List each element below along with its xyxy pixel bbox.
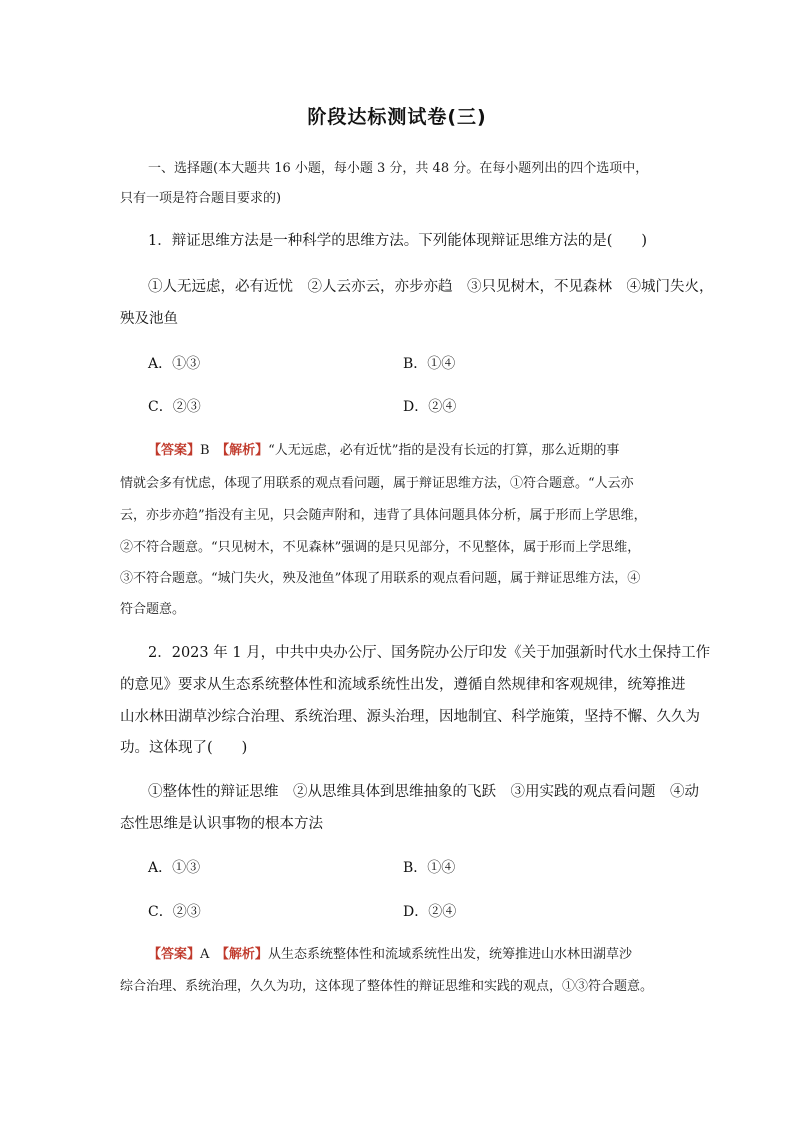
q1-answer-line [148, 441, 680, 461]
q2-answer-tag: 【答案】 [148, 947, 201, 962]
q2-answer-value: A [200, 947, 210, 962]
q2-stem-line-4: 功。这体现了( ) [120, 740, 248, 756]
q2-items-line-1: ①整体性的辩证思维 ②从思维具体到思维抽象的飞跃 ③用实践的观点看问题 ④动 [148, 784, 699, 800]
page-title: 阶段达标测试卷(三) [307, 106, 487, 128]
q1-answer-value: B [200, 443, 210, 458]
q1-analysis-line-4: ②不符合题意。“只见树木，不见森林”强调的是只见部分，不见整体，属于形而上学思维， [120, 540, 641, 555]
q1-analysis-tag: 【解析】 [222, 443, 269, 458]
q1-answer-tag: 【答案】 [148, 443, 201, 458]
q2-answer-line [148, 945, 680, 965]
q2-stem-line-2: 的意见》要求从生态系统整体性和流域系统性出发，遵循自然规律和客观规律，统筹推进 [120, 677, 686, 693]
q1-items-line-1: ①人无远虑，必有近忧 ②人云亦云，亦步亦趋 ③只见树木，不见森林 ④城门失火， [148, 279, 714, 295]
q2-analysis-tag: 【解析】 [222, 947, 268, 962]
section-instruction-line-1: 一、选择题(本大题共 16 小题，每小题 3 分，共 48 分。在每小题列出的四个选项中， [148, 161, 649, 176]
q2-option-d: D．②④ [403, 904, 457, 920]
q2-analysis-line-2: 综合治理、系统治理，久久为功，这体现了整体性的辩证思维和实践的观点，①③符合题意。 [120, 979, 654, 994]
q2-stem-line-3: 山水林田湖草沙综合治理、系统治理、源头治理，因地制宜、科学施策，坚持不懈、久久为 [120, 709, 700, 725]
q2-analysis-text-1: 从生态系统整体性和流域系统性出发，统筹推进山水林田湖草沙 [267, 947, 632, 962]
q2-option-c: C．②③ [148, 904, 201, 920]
q1-analysis-line-3: 云，亦步亦趋”指没有主见，只会随声附和，违背了具体问题具体分析，属于形而上学思维， [120, 508, 647, 523]
q2-stem-line-1: 2．2023 年 1 月，中共中央办公厅、国务院办公厅印发《关于加强新时代水土保持工作 [148, 645, 711, 661]
q1-option-a: A．①③ [148, 356, 201, 372]
q1-option-d: D．②④ [403, 399, 457, 415]
q1-stem: 1．辩证思维方法是一种科学的思维方法。下列能体现辩证思维方法的是( ) [148, 233, 648, 249]
q1-option-c: C．②③ [148, 399, 201, 415]
q1-analysis-text-1: “人无远虑，必有近忧”指的是没有长远的打算，那么近期的事 [268, 443, 620, 458]
q1-analysis-line-5: ③不符合题意。“城门失火，殃及池鱼”体现了用联系的观点看问题，属于辩证思维方法，④ [120, 571, 641, 586]
q1-analysis-line-2: 情就会多有忧虑，体现了用联系的观点看问题，属于辩证思维方法，①符合题意。“人云亦 [120, 476, 634, 491]
q1-analysis-line-6: 符合题意。 [120, 602, 186, 617]
q2-option-b: B．①④ [403, 860, 456, 876]
q1-items-line-2: 殃及池鱼 [120, 311, 178, 327]
section-instruction-line-2: 只有一项是符合题目要求的) [120, 191, 282, 206]
q1-option-b: B．①④ [403, 356, 456, 372]
q2-option-a: A．①③ [148, 860, 201, 876]
q2-items-line-2: 态性思维是认识事物的根本方法 [120, 816, 323, 832]
